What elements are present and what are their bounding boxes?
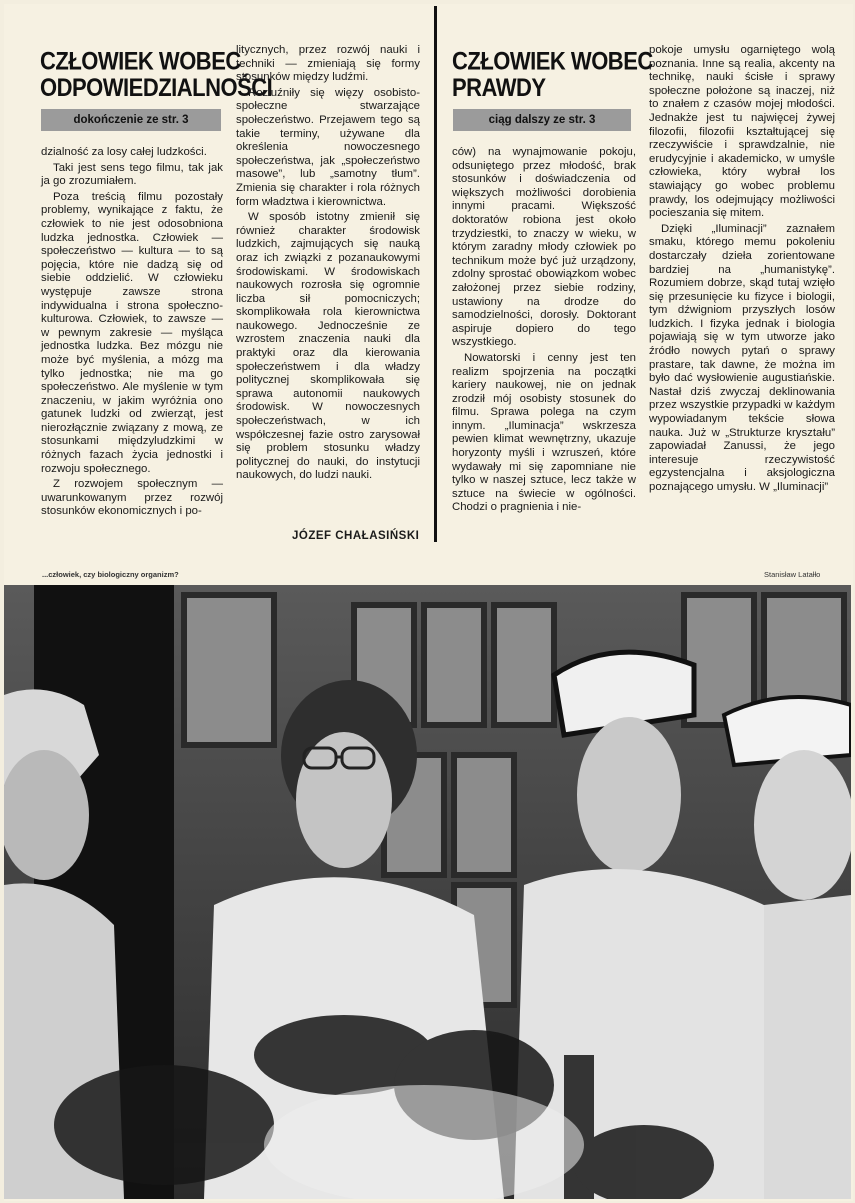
- paragraph: litycznych, przez rozwój nauki i techniki — zmieniają się formy stosunków między ludźmi.: [236, 44, 420, 84]
- paragraph: ców) na wynajmowanie pokoju, odsuniętego przez młodość, brak stosunków i doświadczenia od większych możliwości dorobienia innymi pracami. Większość doktoratów robiona jest około trzydziestki, to znaczy w wieku, w którym zaradny młody człowiek po technikum może być już urządzony, zdolny sprostać obowiązkom wobec założonej przez siebie rodziny, ustawiony na drodze do samodzielności, dorosły. Doktorant aspiruje dopiero do tego wszystkiego.: [452, 146, 636, 349]
- right-article-column-2: [649, 44, 835, 497]
- left-article-column-1: [41, 146, 223, 521]
- paragraph: W sposób istotny zmienił się również charakter środowisk ludzkich, zajmujących się nauką oraz ich związki z pozanaukowymi środowiskami. W środowiskach naukowych rozrosła się ogromnie liczba sił pomocniczych; skomplikowała rola kierownictwa naukowego. Jednocześnie ze wzrostem znaczenia nauki dla praktyki oraz dla kierowania społeczeństwem i dla władzy politycznej skomplikowała się sprawa autonomii naukowych środowisk. W nowoczesnych społeczeństwach, w ich współczesnej fazie ostro zarysował się problem stosunku władzy politycznej do nauki, do instytucji naukowych, do ludzi nauki.: [236, 211, 420, 482]
- left-continuation-bar: dokończenie ze str. 3: [41, 109, 221, 131]
- right-headline-line2: PRAWDY: [452, 73, 546, 102]
- film-still-photo: [4, 585, 851, 1199]
- paragraph: pokoje umysłu ogarniętego wolą poznania. Inne są realia, akcenty na technikę, nauki ścisłe i sprawy społeczne położone są inaczej, niż to znałem z czasów mojej młodości. Jednakże jest tu najwięcej żywej filozofii, filozofii kształtującej się rzeczywiście i sprawdzalnie, nie erudycyjnie i akademicko, w umyśle człowieka, który wybrał los stawiający go wobec problemu prawdy, los odejmujący możliwości pocieszania się mitem.: [649, 44, 835, 220]
- left-headline-line1: CZŁOWIEK WOBEC: [40, 46, 241, 75]
- paragraph: Poza treścią filmu pozostały problemy, wynikające z faktu, że człowiek to nie jest odosobniona ludzka jednostka. Człowiek — społeczeństwo — kultura — to są pojęcia, które nie dadzą się od siebie oddzielić. W człowieku występuje zawsze strona indywidualna i strona społeczno-kulturowa. Człowiek, to zawsze — w pewnym zakresie — myśląca jednostka ludzka. Bez mózgu nie może być myślenia, a mózg ma tylko jednostka; nie ma go społeczeństwo. Ale myślenie w tym znaczeniu, w jakim wyróżnia ono gatunek ludzki od zwierząt, jest nierozłącznie związany z mową, ze stosunkami międzyludzkimi w różnych fazach życia jednostki i rozwoju społecznego.: [41, 190, 223, 475]
- right-continuation-bar: ciąg dalszy ze str. 3: [453, 109, 631, 131]
- author-signature: JÓZEF CHAŁASIŃSKI: [292, 530, 420, 542]
- footer-caption-left: ...człowiek, czy biologiczny organizm?: [42, 570, 179, 579]
- column-divider: [434, 6, 437, 542]
- paragraph: Rozluźniły się więzy osobisto-społeczne stwarzające społeczeństwo. Przejawem tego są takie terminy, używane dla określenia nowoczesnego społeczeństwa, jak „społeczeństwo masowe”, lub „samotny tłum”. Zmienia się charakter i rola różnych form władztwa i kierownictwa.: [236, 86, 420, 208]
- footer-credit-right: Stanisław Latałło: [764, 570, 821, 579]
- right-article-headline: [452, 48, 653, 102]
- paragraph: Nowatorski i cenny jest ten realizm spojrzenia na początki kariery naukowej, nie on jednak zrodził mój osobisty stosunek do filmu. Sprawa polega na czym innym. „Iluminacja” wskrzesza pewien klimat wewnętrzny, ukazuje horyzonty myśli i wzruszeń, które wydawały mi się zapomniane nie tylko w naszej sztuce, lecz także w sztuce na świecie w ogólności. Chodzi o pragnienia i nie-: [452, 351, 636, 514]
- right-article-column-1: [452, 146, 636, 517]
- left-article-column-2: [236, 44, 420, 485]
- paragraph: Dzięki „Iluminacji” zaznałem smaku, którego memu pokoleniu dostarczały dzieła zorientowane bardziej na „humanistykę”. Rozumiem dobrze, skąd tutaj wzięło się przesunięcie ku fizyce i biologii, tym dźwigniom przyszłych losów ludzkich. I fizyka jednak i biologia pojawiają się w tym utworze jako źródło nowych pytań o sprawy prastare, tak dawne, że można im było dać wysłowienie augustiańskie. Nastał dziś zwyczaj deklinowania przez wszystkie przypadki w każdym wypowiadanym tekście słowa nauka. Już w „Strukturze kryształu” zapowiadał Zanussi, że jego interesuje rzeczywistość egzystencjalna i aksjologiczna poznającego umysłu. W „Iluminacji”: [649, 222, 835, 493]
- left-headline-line2: ODPOWIEDZIALNOŚCI: [40, 73, 273, 102]
- paragraph: Taki jest sens tego filmu, tak jak ja go zrozumiałem.: [41, 161, 223, 188]
- paragraph: Z rozwojem społecznym — uwarunkowanym przez rozwój stosunków ekonomicznych i po-: [41, 478, 223, 518]
- paragraph: dzialność za losy całej ludzkości.: [41, 146, 207, 158]
- right-headline-line1: CZŁOWIEK WOBEC: [452, 46, 653, 75]
